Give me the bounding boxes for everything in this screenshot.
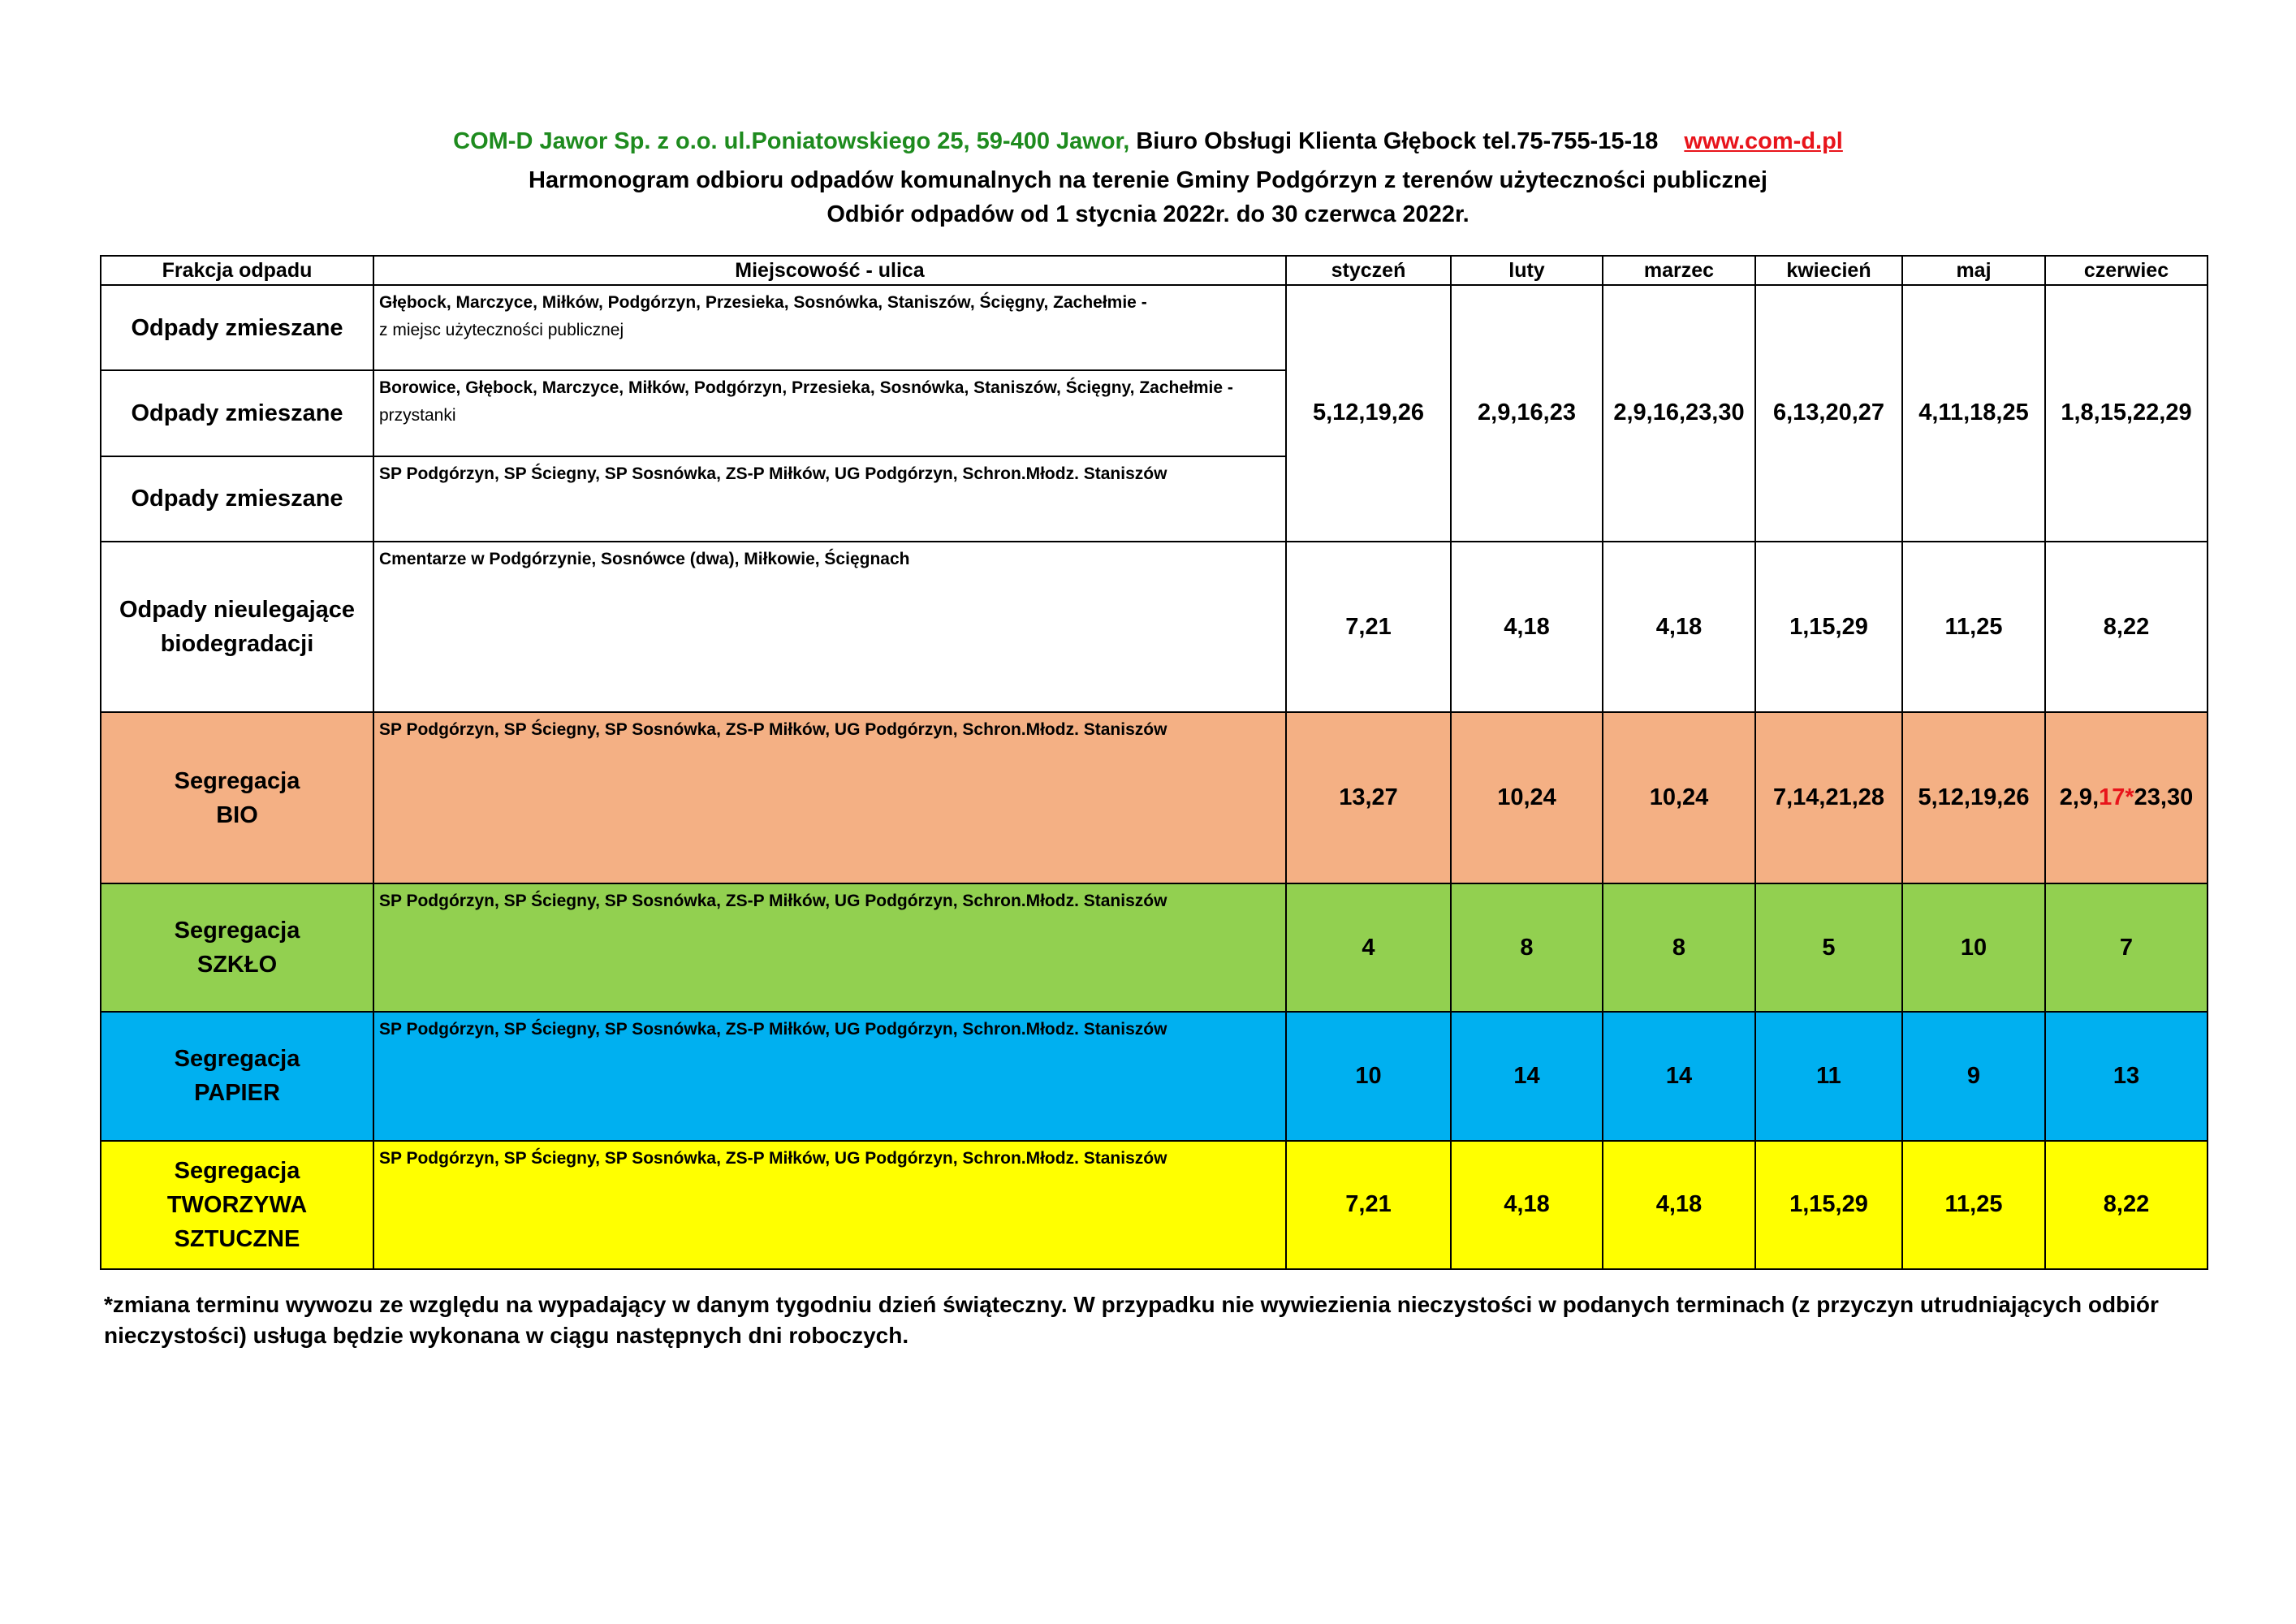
column-header-location: Miejscowość - ulica: [373, 256, 1286, 285]
date-cell-february: 14: [1451, 1012, 1603, 1140]
table-row: [101, 542, 2208, 713]
location-cell: SP Podgórzyn, SP Ściegny, SP Sosnówka, ZS-P Miłków, UG Podgórzyn, Schron.Młodz. Staniszów: [373, 1012, 1286, 1140]
date-cell-may: 11,25: [1902, 542, 2045, 713]
changed-date-marker: 17*: [2099, 784, 2134, 811]
column-header-june: czerwiec: [2045, 256, 2208, 285]
website-link[interactable]: www.com-d.pl: [1684, 128, 1843, 154]
location-cell: Cmentarze w Podgórzynie, Sosnówce (dwa), Miłkowie, Ścięgnach: [373, 542, 1286, 713]
fraction-line: BIO: [216, 801, 258, 828]
date-cell-june: 13: [2045, 1012, 2208, 1140]
fraction-line: SZKŁO: [196, 952, 278, 978]
table-row: [101, 285, 2208, 370]
date-cell-june: [2045, 712, 2208, 883]
date-cell-march: 4,18: [1603, 542, 1755, 713]
location-note: z miejsc użyteczności publicznej: [379, 321, 624, 340]
column-header-march: marzec: [1603, 256, 1755, 285]
fraction-line: Segregacja: [174, 1046, 300, 1073]
date-cell-may: 11,25: [1902, 1141, 2045, 1269]
fraction-cell: Odpady zmieszane: [101, 285, 373, 370]
date-cell-may: 9: [1902, 1012, 2045, 1140]
date-cell-march: 2,9,16,23,30: [1603, 285, 1755, 542]
date-cell-june: 8,22: [2045, 1141, 2208, 1269]
column-header-april: kwiecień: [1755, 256, 1902, 285]
fraction-cell: [101, 883, 373, 1012]
fraction-line: SZTUCZNE: [174, 1225, 300, 1252]
date-cell-february: 10,24: [1451, 712, 1603, 883]
table-row: [101, 883, 2208, 1012]
header-contact-line: [0, 128, 2296, 155]
schedule-period: Odbiór odpadów od 1 stycnia 2022r. do 30 czerwca 2022r.: [826, 201, 1470, 227]
table-row: [101, 712, 2208, 883]
column-header-fraction: Frakcja odpadu: [101, 256, 373, 285]
fraction-line: Segregacja: [174, 918, 300, 944]
date-cell-april: 6,13,20,27: [1755, 285, 1902, 542]
date-cell-january: 10: [1286, 1012, 1451, 1140]
table-row: [101, 1141, 2208, 1269]
fraction-line: TWORZYWA: [166, 1191, 308, 1218]
footnote: *zmiana terminu wywozu ze względu na wypadający w danym tygodniu dzień świąteczny. W przypadku nie wywiezienia nieczystości w podanych terminach (z przyczyn utrudniających odbiór nieczystości) usługa będzie wykonana w ciągu następnych dni roboczych.: [104, 1292, 2159, 1348]
date-cell-may: 4,11,18,25: [1902, 285, 2045, 542]
date-cell-april: 7,14,21,28: [1755, 712, 1902, 883]
location-text: SP Podgórzyn, SP Ściegny, SP Sosnówka, ZS-P Miłków, UG Podgórzyn, Schron.Młodz. Staniszów: [379, 464, 1167, 483]
date-cell-april: 11: [1755, 1012, 1902, 1140]
date-cell-february: 2,9,16,23: [1451, 285, 1603, 542]
date-cell-january: 4: [1286, 883, 1451, 1012]
date-cell-january: 13,27: [1286, 712, 1451, 883]
date-cell-february: 4,18: [1451, 1141, 1603, 1269]
date-cell-may: 5,12,19,26: [1902, 712, 2045, 883]
location-text: Głębock, Marczyce, Miłków, Podgórzyn, Przesieka, Sosnówka, Staniszów, Ścięgny, Zachełmie -: [379, 293, 1147, 313]
fraction-line: PAPIER: [194, 1080, 280, 1107]
location-cell: SP Podgórzyn, SP Ściegny, SP Sosnówka, ZS-P Miłków, UG Podgórzyn, Schron.Młodz. Staniszów: [373, 712, 1286, 883]
document-title: Harmonogram odbioru odpadów komunalnych na terenie Gminy Podgórzyn z terenów użyteczności publicznej: [529, 167, 1767, 193]
column-header-january: styczeń: [1286, 256, 1451, 285]
date-cell-march: 14: [1603, 1012, 1755, 1140]
date-cell-january: 7,21: [1286, 542, 1451, 713]
date-cell-february: 4,18: [1451, 542, 1603, 713]
location-text: Borowice, Głębock, Marczyce, Miłków, Podgórzyn, Przesieka, Sosnówka, Staniszów, Ścięgny, Zachełmie -: [379, 378, 1233, 398]
location-cell: [373, 285, 1286, 370]
date-cell-january: 5,12,19,26: [1286, 285, 1451, 542]
location-cell: [373, 456, 1286, 542]
date-cell-april: 1,15,29: [1755, 542, 1902, 713]
date-cell-march: 8: [1603, 883, 1755, 1012]
fraction-cell: [101, 1141, 373, 1269]
location-cell: SP Podgórzyn, SP Ściegny, SP Sosnówka, ZS-P Miłków, UG Podgórzyn, Schron.Młodz. Staniszów: [373, 883, 1286, 1012]
date-cell-march: 10,24: [1603, 712, 1755, 883]
waste-collection-schedule-table: [100, 255, 2208, 1270]
date-part: 23,30: [2134, 784, 2194, 811]
date-cell-april: 1,15,29: [1755, 1141, 1902, 1269]
date-cell-february: 8: [1451, 883, 1603, 1012]
column-header-february: luty: [1451, 256, 1603, 285]
location-cell: [373, 370, 1286, 456]
column-header-may: maj: [1902, 256, 2045, 285]
customer-office: Biuro Obsługi Klienta Głębock tel.75-755-15-18: [1136, 128, 1659, 154]
date-cell-march: 4,18: [1603, 1141, 1755, 1269]
date-cell-january: 7,21: [1286, 1141, 1451, 1269]
table-header-row: [101, 256, 2208, 285]
date-cell-april: 5: [1755, 883, 1902, 1012]
fraction-line: Segregacja: [174, 1157, 300, 1184]
fraction-cell: [101, 542, 373, 713]
date-part: 2,9,: [2059, 784, 2100, 811]
table-row: [101, 1012, 2208, 1140]
fraction-cell: Odpady zmieszane: [101, 456, 373, 542]
date-cell-may: 10: [1902, 883, 2045, 1012]
date-cell-june: 1,8,15,22,29: [2045, 285, 2208, 542]
location-note: przystanki: [379, 406, 456, 425]
fraction-cell: Odpady zmieszane: [101, 370, 373, 456]
fraction-cell: [101, 712, 373, 883]
date-cell-june: 8,22: [2045, 542, 2208, 713]
fraction-cell: [101, 1012, 373, 1140]
fraction-line: Segregacja: [174, 767, 300, 794]
fraction-line: Odpady nieulegające: [119, 597, 356, 624]
location-cell: SP Podgórzyn, SP Ściegny, SP Sosnówka, ZS-P Miłków, UG Podgórzyn, Schron.Młodz. Staniszów: [373, 1141, 1286, 1269]
date-cell-june: 7: [2045, 883, 2208, 1012]
company-address: COM-D Jawor Sp. z o.o. ul.Poniatowskiego 25, 59-400 Jawor,: [453, 128, 1130, 154]
fraction-line: biodegradacji: [160, 631, 314, 658]
